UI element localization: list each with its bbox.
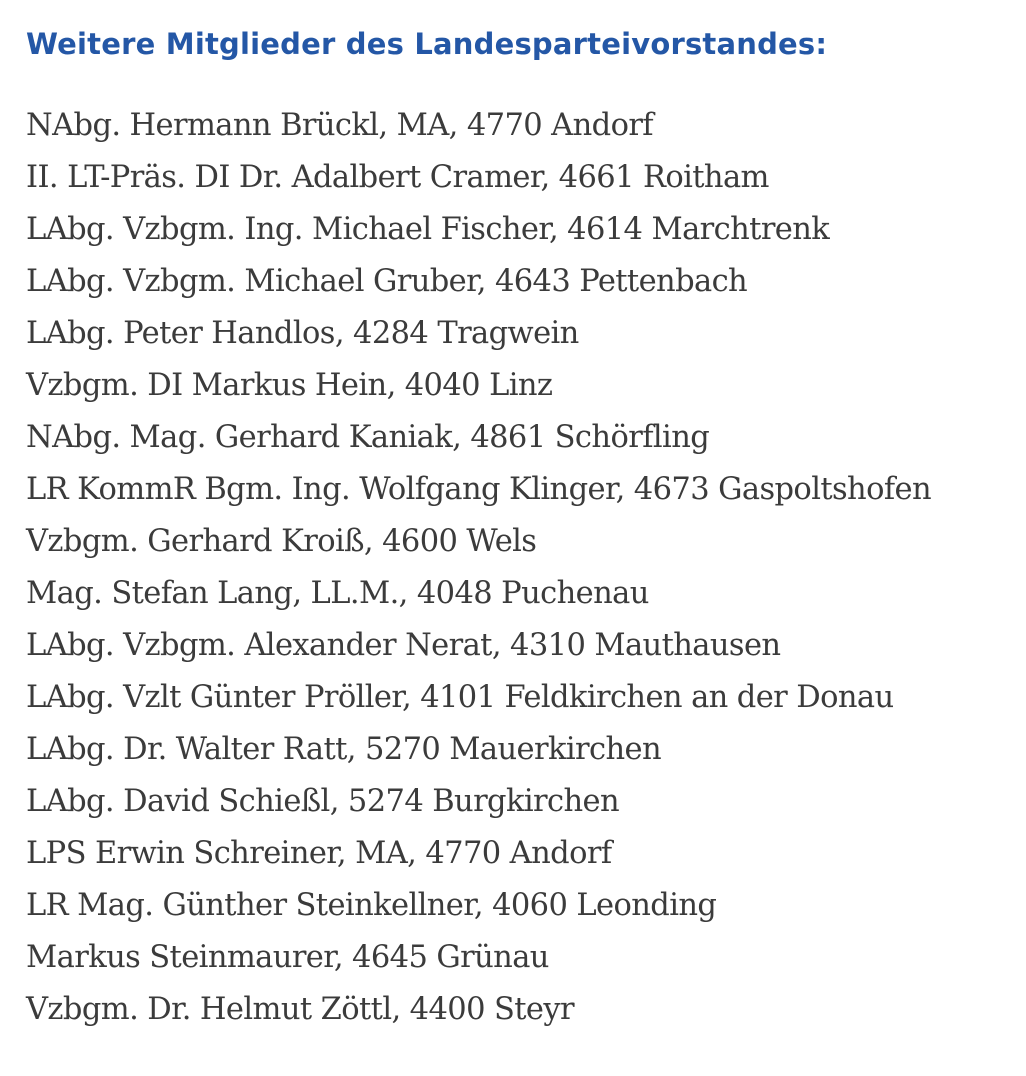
- member-item: LAbg. Vzbgm. Michael Gruber, 4643 Pettenbach: [26, 264, 748, 299]
- member-item: Mag. Stefan Lang, LL.M., 4048 Puchenau: [26, 576, 649, 611]
- member-item: NAbg. Hermann Brückl, MA, 4770 Andorf: [26, 108, 653, 143]
- member-item: LAbg. Vzlt Günter Pröller, 4101 Feldkirchen an der Donau: [26, 680, 894, 715]
- member-item: II. LT-Präs. DI Dr. Adalbert Cramer, 4661 Roitham: [26, 160, 769, 195]
- member-item: LAbg. Peter Handlos, 4284 Tragwein: [26, 316, 579, 351]
- members-list: [26, 100, 1016, 1036]
- members-section: [26, 20, 1016, 1036]
- member-item: LAbg. David Schießl, 5274 Burgkirchen: [26, 784, 620, 819]
- member-item: LAbg. Vzbgm. Ing. Michael Fischer, 4614 Marchtrenk: [26, 212, 830, 247]
- member-item: Markus Steinmaurer, 4645 Grünau: [26, 940, 549, 975]
- member-item: LAbg. Vzbgm. Alexander Nerat, 4310 Mauthausen: [26, 628, 781, 663]
- section-heading: Weitere Mitglieder des Landesparteivorstandes:: [26, 27, 828, 61]
- member-item: LR Mag. Günther Steinkellner, 4060 Leonding: [26, 888, 717, 923]
- member-item: NAbg. Mag. Gerhard Kaniak, 4861 Schörfling: [26, 420, 710, 455]
- member-item: LPS Erwin Schreiner, MA, 4770 Andorf: [26, 836, 612, 871]
- member-item: LR KommR Bgm. Ing. Wolfgang Klinger, 4673 Gaspoltshofen: [26, 472, 932, 507]
- member-item: Vzbgm. DI Markus Hein, 4040 Linz: [26, 368, 553, 403]
- member-item: Vzbgm. Dr. Helmut Zöttl, 4400 Steyr: [26, 992, 574, 1027]
- member-item: Vzbgm. Gerhard Kroiß, 4600 Wels: [26, 524, 537, 559]
- member-item: LAbg. Dr. Walter Ratt, 5270 Mauerkirchen: [26, 732, 661, 767]
